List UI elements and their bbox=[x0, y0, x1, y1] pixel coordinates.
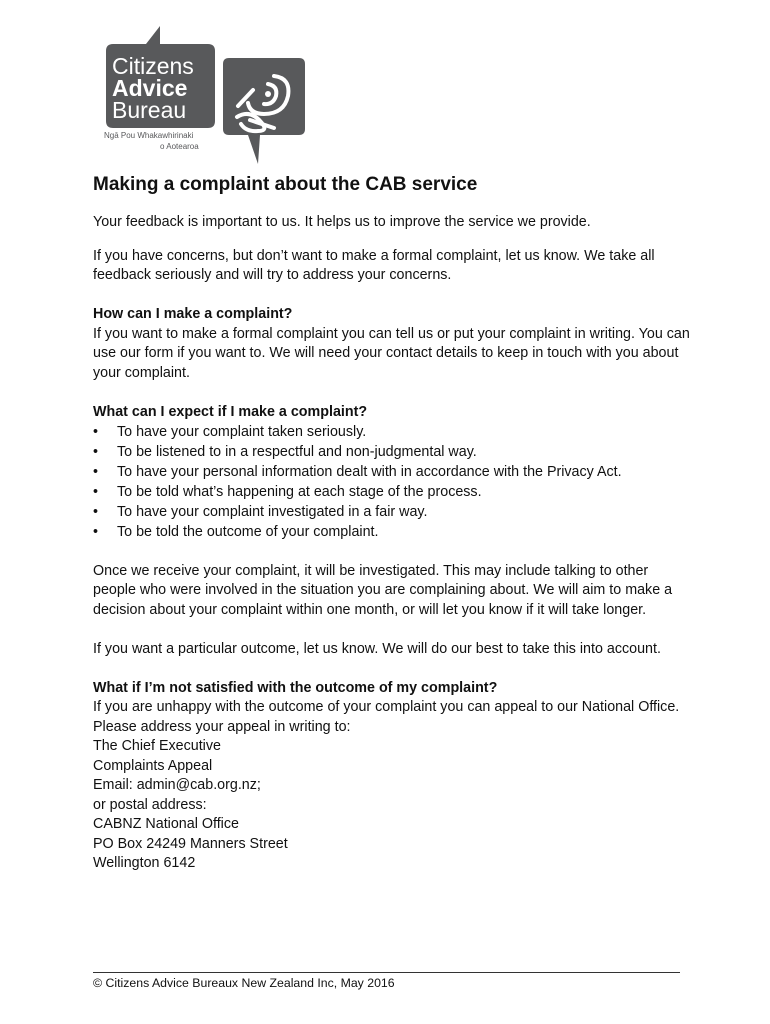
citizens-advice-bureau-logo bbox=[98, 24, 312, 166]
bullet-icon: • bbox=[93, 424, 99, 440]
expectations-list bbox=[93, 422, 693, 542]
section-heading-expect: What can I expect if I make a complaint? bbox=[93, 403, 368, 420]
address-line: PO Box 24249 Manners Street bbox=[93, 835, 288, 852]
logo-subtitle-1: Ngā Pou Whakawhirinaki bbox=[104, 131, 194, 140]
list-item bbox=[93, 482, 693, 502]
list-item bbox=[93, 442, 693, 462]
section-heading-appeal: What if I’m not satisfied with the outcome of my complaint? bbox=[93, 679, 498, 696]
intro-paragraph-2: If you have concerns, but don’t want to make a formal complaint, let us know. We take all feedback seriously and will try to address your concerns. bbox=[93, 247, 655, 283]
bullet-icon: • bbox=[93, 444, 99, 460]
logo-line-advice: Advice bbox=[112, 75, 188, 101]
bullet-icon: • bbox=[93, 524, 99, 540]
outcome-paragraph: If you want a particular outcome, let us know. We will do our best to take this into account. bbox=[93, 640, 661, 657]
logo-line-bureau: Bureau bbox=[112, 97, 187, 123]
address-line: Complaints Appeal bbox=[93, 757, 213, 774]
list-item-text: To be listened to in a respectful and non-judgmental way. bbox=[117, 444, 477, 460]
page-title: Making a complaint about the CAB service bbox=[93, 174, 478, 195]
address-line: CABNZ National Office bbox=[93, 816, 239, 832]
list-item-text: To be told the outcome of your complaint. bbox=[117, 524, 379, 540]
list-item bbox=[93, 422, 693, 442]
address-email[interactable]: Email: admin@cab.org.nz; bbox=[93, 777, 261, 793]
appeal-address bbox=[93, 737, 693, 874]
address-line: or postal address: bbox=[93, 796, 207, 813]
list-item bbox=[93, 502, 693, 522]
logo-line-citizens: Citizens bbox=[112, 53, 194, 79]
list-item-text: To be told what’s happening at each stage of the process. bbox=[117, 484, 482, 500]
list-item-text: To have your complaint taken seriously. bbox=[117, 424, 367, 440]
footer-copyright: © Citizens Advice Bureaux New Zealand Inc, May 2016 bbox=[93, 976, 395, 990]
address-line: Wellington 6142 bbox=[93, 855, 196, 871]
section-body-appeal: If you are unhappy with the outcome of your complaint you can appeal to our National Office. Please address your appeal in writing to: bbox=[93, 699, 680, 735]
bullet-icon: • bbox=[93, 504, 99, 520]
logo-subtitle-2: o Aotearoa bbox=[160, 142, 199, 151]
list-item bbox=[93, 522, 693, 542]
footer-divider bbox=[93, 972, 680, 973]
intro-paragraph-1: Your feedback is important to us. It helps us to improve the service we provide. bbox=[93, 214, 591, 230]
bullet-icon: • bbox=[93, 464, 99, 480]
bullet-icon: • bbox=[93, 484, 99, 500]
investigation-paragraph: Once we receive your complaint, it will be investigated. This may include talking to other people who were involved in the situation you are complaining about. We will aim to make a decision about your complaint within one month, or will let you know if it will take longer. bbox=[93, 562, 673, 618]
document-body bbox=[93, 173, 693, 874]
section-body-how: If you want to make a formal complaint you can tell us or put your complaint in writing. You can use our form if you want to. We will need your contact details to keep in touch with you about your complaint. bbox=[93, 325, 690, 381]
section-heading-how: How can I make a complaint? bbox=[93, 306, 293, 322]
list-item bbox=[93, 462, 693, 482]
list-item-text: To have your personal information dealt with in accordance with the Privacy Act. bbox=[117, 464, 622, 480]
list-item-text: To have your complaint investigated in a fair way. bbox=[117, 504, 428, 520]
address-line: The Chief Executive bbox=[93, 738, 221, 754]
